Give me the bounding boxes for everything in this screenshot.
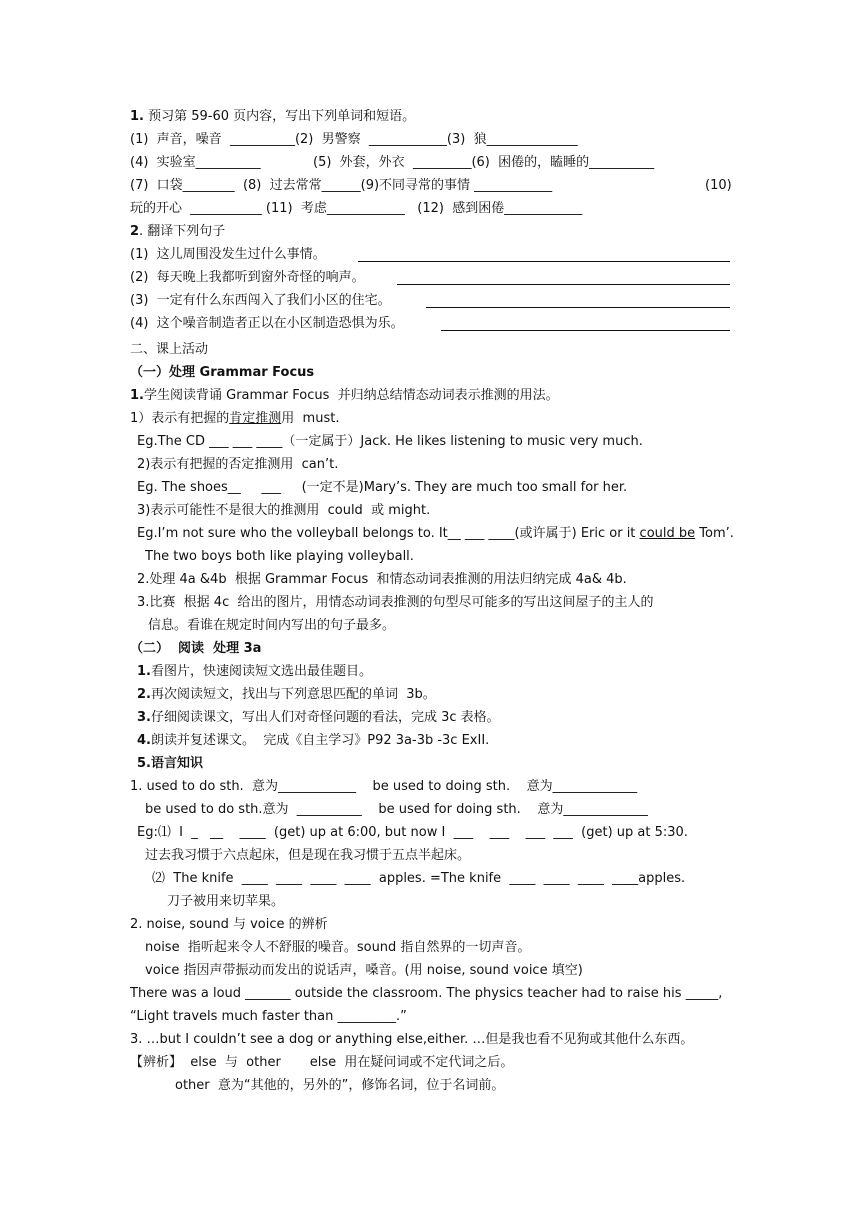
usage-1-underlined: 肯定推测 xyxy=(229,411,282,426)
knowledge-2e: “Light travels much faster than _________.” xyxy=(130,1009,407,1024)
usage-1 xyxy=(130,409,339,428)
translate-sentence-2: (2) 每天晚上我都听到窗外奇怪的响声。 xyxy=(130,270,365,285)
vocab-row-2b: (5) 外套，外衣 _________(6) 困倦的，瞌睡的__________ xyxy=(313,155,655,170)
knowledge-1e: ⑵ The knife ____ ____ ____ ____ apples. =The knife ____ ____ ____ ____apples. xyxy=(152,871,686,886)
usage-3: 3)表示可能性不是很大的推测用 could 或 might. xyxy=(137,503,431,518)
reading-step-2 xyxy=(137,685,436,704)
section-1-number: 1. xyxy=(130,109,144,124)
vocab-row-1: (1) 声音，噪音 __________(2) 男警察 ____________(3) 狼______________ xyxy=(130,132,578,147)
reading-step-4 xyxy=(137,731,489,750)
usage-2: 2)表示有把握的否定推测用 can’t. xyxy=(137,457,339,472)
grammar-step-1-number: 1. xyxy=(130,388,144,403)
knowledge-1a: 1. used to do sth. 意为____________ be used to doing sth. 意为_____________ xyxy=(130,779,638,794)
example-3-post: Tom’. xyxy=(695,526,734,541)
reading-step-3-text: 仔细阅读课文，写出人们对奇怪问题的看法，完成 3c 表格。 xyxy=(150,710,500,725)
vocab-row-3b: (10) xyxy=(705,178,732,193)
knowledge-1d: 过去我习惯于六点起床，但是现在我习惯于五点半起床。 xyxy=(145,848,471,863)
section-1-title xyxy=(130,107,415,126)
reading-step-1-text: 看图片，快速阅读短文选出最佳题目。 xyxy=(150,664,372,679)
grammar-step-1 xyxy=(130,386,559,405)
reading-step-3-number: 3. xyxy=(137,710,151,725)
knowledge-3c: other 意为“其他的，另外的”，修饰名词，位于名词前。 xyxy=(175,1078,505,1093)
translate-sentence-1: (1) 这儿周围没发生过什么事情。 xyxy=(130,247,326,262)
section-2-title-text: . 翻译下列句子 xyxy=(139,224,226,239)
example-3-underlined: could be xyxy=(639,526,696,541)
knowledge-2b: noise 指听起来令人不舒服的噪音。sound 指自然界的一切声音。 xyxy=(145,940,531,955)
part-2-heading: 二、课上活动 xyxy=(130,342,209,357)
reading-step-2-text: 再次阅读短文，找出与下列意思匹配的单词 3b。 xyxy=(150,687,436,702)
example-3-pre: Eg.I’m not sure who the volleyball belongs to. It__ ___ ____(或许属于) Eric or it xyxy=(137,526,640,541)
example-3-continued: The two boys both like playing volleyball. xyxy=(145,549,414,564)
section-2-number: 2 xyxy=(130,224,140,239)
reading-heading: （二） 阅读 处理 3a xyxy=(130,641,262,656)
example-2: Eg. The shoes__ ___ (一定不是)Mary’s. They are much too small for her. xyxy=(137,480,628,495)
answer-line-4[interactable] xyxy=(441,330,730,331)
reading-step-2-number: 2. xyxy=(137,687,151,702)
usage-1-pre: 1）表示有把握的 xyxy=(130,411,230,426)
example-1: Eg.The CD ___ ___ ____（一定属于）Jack. He likes listening to music very much. xyxy=(137,434,643,449)
section-2-title xyxy=(130,222,225,241)
knowledge-3b: 【辨析】 else 与 other else 用在疑问词或不定代词之后。 xyxy=(130,1055,514,1070)
knowledge-1f: 刀子被用来切苹果。 xyxy=(167,894,285,909)
answer-line-1[interactable] xyxy=(358,261,730,262)
translate-sentence-3: (3) 一定有什么东西闯入了我们小区的住宅。 xyxy=(130,293,391,308)
knowledge-3a: 3. …but I couldn’t see a dog or anything else,either. …但是我也看不见狗或其他什么东西。 xyxy=(130,1032,694,1047)
answer-line-2[interactable] xyxy=(397,284,730,285)
reading-step-3 xyxy=(137,708,500,727)
answer-line-3[interactable] xyxy=(426,307,730,308)
reading-step-1-number: 1. xyxy=(137,664,151,679)
grammar-step-3-continued: 信息。看谁在规定时间内写出的句子最多。 xyxy=(148,618,396,633)
knowledge-2d: There was a loud _______ outside the classroom. The physics teacher had to raise his _____, xyxy=(130,986,723,1001)
vocab-row-3a: (7) 口袋________ (8) 过去常常______(9)不同寻常的事情 ____________ xyxy=(130,178,553,193)
knowledge-1b: be used to do sth.意为 __________ be used for doing sth. 意为_____________ xyxy=(145,802,648,817)
example-3 xyxy=(137,524,734,543)
translate-sentence-4: (4) 这个噪音制造者正以在小区制造恐惧为乐。 xyxy=(130,316,404,331)
grammar-focus-heading: （一）处理 Grammar Focus xyxy=(130,365,315,380)
grammar-step-2: 2.处理 4a &4b 根据 Grammar Focus 和情态动词表推测的用法归纳完成 4a& 4b. xyxy=(137,572,627,587)
reading-step-4-number: 4. xyxy=(137,733,151,748)
reading-step-4-text: 朗读并复述课文。 完成《自主学习》P92 3a-3b -3c ExII. xyxy=(150,733,490,748)
knowledge-2a: 2. noise, sound 与 voice 的辨析 xyxy=(130,917,328,932)
grammar-step-1-text: 学生阅读背诵 Grammar Focus 并归纳总结情态动词表示推测的用法。 xyxy=(143,388,559,403)
section-1-title-text: 预习第 59-60 页内容，写出下列单词和短语。 xyxy=(143,109,416,124)
grammar-step-3: 3.比赛 根据 4c 给出的图片，用情态动词表推测的句型尽可能多的写出这间屋子的主人的 xyxy=(137,595,654,610)
reading-step-1 xyxy=(137,662,372,681)
knowledge-1c: Eg:⑴ I _ __ ____ (get) up at 6:00, but now I ___ ___ ___ ___ (get) up at 5:30. xyxy=(137,825,688,840)
vocab-row-2a: (4) 实验室__________ xyxy=(130,155,261,170)
language-knowledge-heading: 5.语言知识 xyxy=(137,756,203,771)
vocab-row-4: 玩的开心 ___________ (11) 考虑____________ (12) 感到困倦____________ xyxy=(130,201,583,216)
knowledge-2c: voice 指因声带振动而发出的说话声，嗓音。(用 noise, sound voice 填空) xyxy=(145,963,583,978)
usage-1-post: 用 must. xyxy=(281,411,340,426)
